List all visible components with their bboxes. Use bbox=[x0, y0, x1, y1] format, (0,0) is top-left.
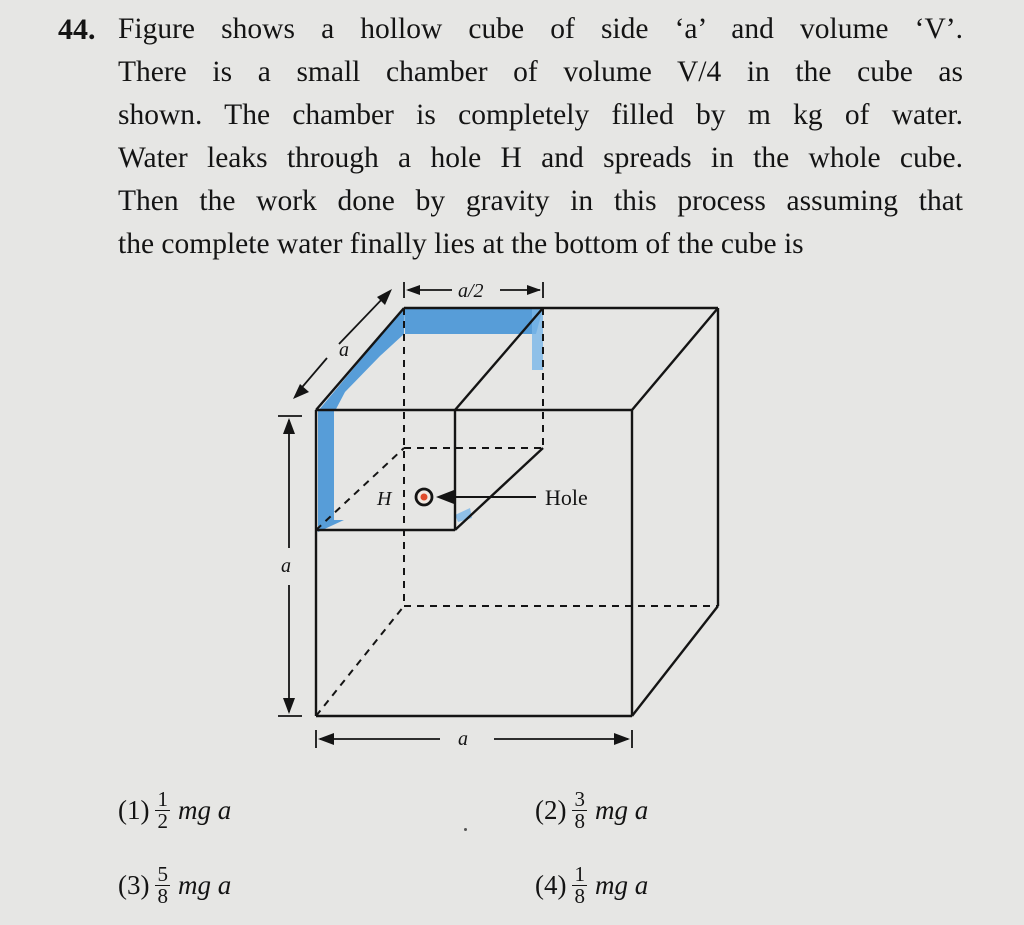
option-number: (1) bbox=[118, 794, 150, 825]
fraction-denominator: 2 bbox=[157, 808, 168, 833]
option-1[interactable] bbox=[118, 780, 231, 840]
option-2[interactable] bbox=[535, 780, 648, 840]
option-number: (4) bbox=[535, 869, 567, 900]
option-fraction bbox=[155, 861, 170, 908]
option-number: (3) bbox=[118, 869, 150, 900]
cube-edges bbox=[316, 308, 718, 716]
question-line: Figure shows a hollow cube of side ‘a’ and volume ‘V’. bbox=[118, 13, 963, 45]
cube-figure bbox=[0, 270, 1024, 770]
question-line: the complete water finally lies at the bottom of the cube is bbox=[118, 228, 804, 260]
option-expression: mg a bbox=[177, 794, 232, 825]
dim-arrowhead bbox=[406, 285, 420, 295]
option-expression: mg a bbox=[177, 869, 232, 900]
edge bbox=[632, 308, 718, 410]
dim-arrowhead bbox=[614, 733, 630, 745]
option-number: (2) bbox=[535, 794, 567, 825]
option-fraction bbox=[155, 786, 170, 833]
dim-arrowhead bbox=[293, 384, 309, 399]
pointer-arrowhead bbox=[436, 490, 454, 504]
answer-options bbox=[0, 770, 1024, 920]
question-line: There is a small chamber of volume V/4 in the cube as bbox=[118, 56, 963, 88]
cube-diagram bbox=[0, 270, 1024, 770]
fraction-numerator: 3 bbox=[574, 786, 585, 811]
dim-arrowhead bbox=[283, 418, 295, 434]
label-top-width: a/2 bbox=[458, 280, 484, 302]
option-4[interactable] bbox=[535, 855, 648, 915]
question-number: 44. bbox=[58, 13, 96, 46]
hole-label-h: H bbox=[377, 488, 392, 510]
option-fraction bbox=[572, 786, 587, 833]
water-top-strip bbox=[404, 308, 543, 334]
hidden-edge bbox=[316, 606, 404, 716]
print-speck bbox=[464, 828, 467, 831]
edge bbox=[632, 606, 718, 716]
chamber-edge bbox=[455, 448, 543, 530]
fraction-denominator: 8 bbox=[157, 883, 168, 908]
hidden-edges bbox=[316, 308, 718, 716]
dim-arrowhead bbox=[283, 698, 295, 714]
hole-marker bbox=[416, 489, 432, 505]
fraction-denominator: 8 bbox=[574, 808, 585, 833]
option-fraction bbox=[572, 861, 587, 908]
fraction-numerator: 1 bbox=[574, 861, 585, 886]
question-text bbox=[118, 8, 963, 266]
label-width: a bbox=[458, 728, 468, 750]
hole-center bbox=[421, 494, 428, 501]
fraction-numerator: 1 bbox=[157, 786, 168, 811]
dim-arrowhead bbox=[527, 285, 541, 295]
question-line: Then the work done by gravity in this process assuming that bbox=[118, 185, 963, 217]
fraction-denominator: 8 bbox=[574, 883, 585, 908]
question-line: Water leaks through a hole H and spreads in the whole cube. bbox=[118, 142, 963, 174]
dim-bottom-width bbox=[316, 730, 632, 748]
label-depth: a bbox=[339, 339, 349, 361]
water-left-wall bbox=[318, 411, 344, 532]
label-height: a bbox=[281, 555, 291, 577]
option-expression: mg a bbox=[594, 794, 649, 825]
dim-arrowhead bbox=[318, 733, 334, 745]
fraction-numerator: 5 bbox=[157, 861, 168, 886]
hole-label: Hole bbox=[545, 485, 588, 510]
option-expression: mg a bbox=[594, 869, 649, 900]
option-3[interactable] bbox=[118, 855, 231, 915]
question-line: shown. The chamber is completely filled by m kg of water. bbox=[118, 99, 963, 131]
